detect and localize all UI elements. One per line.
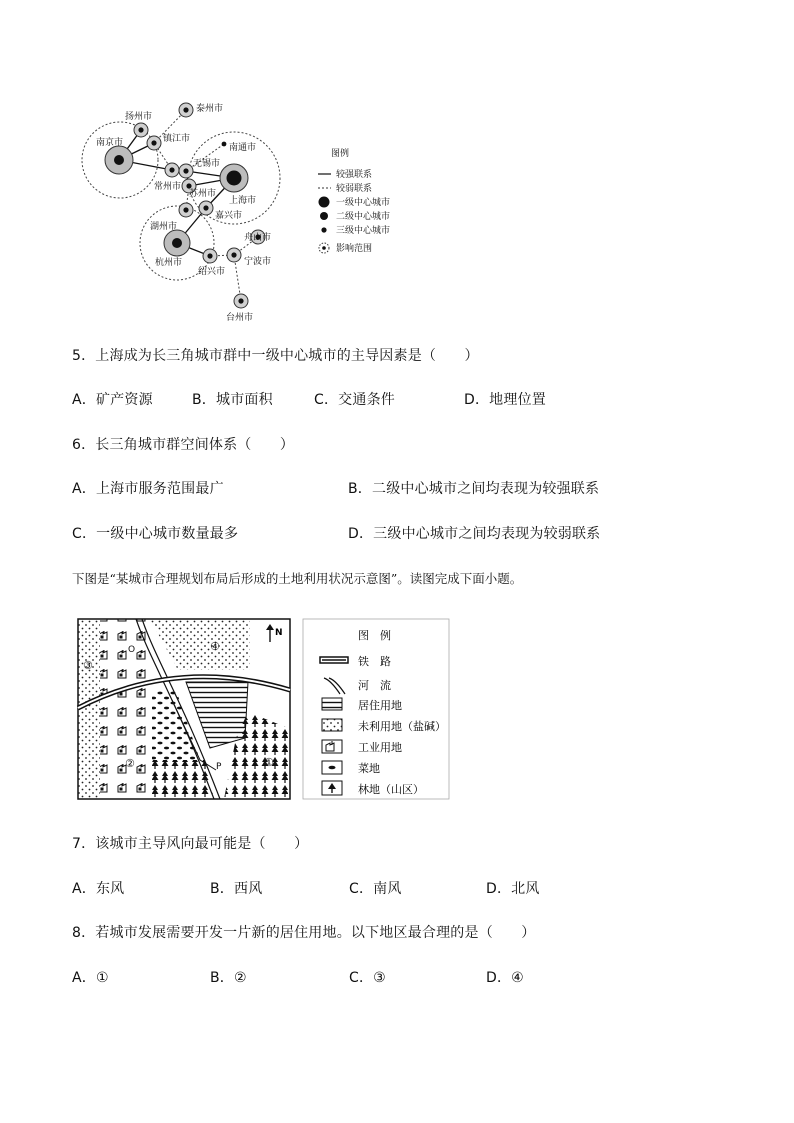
city-label-zhenjiang: 镇江市 [163,134,191,144]
diagram2-legend [303,619,449,799]
zone-industrial [100,619,152,799]
q8-option-a[interactable]: A．① [72,970,109,986]
q8-stem: 8．若城市发展需要开发一片新的居住用地。以下地区最合理的是（ ） [72,925,536,941]
q7-stem: 7．该城市主导风向最可能是（ ） [72,836,309,852]
legend1-level3: 三级中心城市 [336,226,391,236]
city-label-changzhou: 常州市 [154,182,182,192]
q8-option-d[interactable]: D．④ [486,970,524,986]
q6-option-a[interactable]: A．上海市服务范围最广 [72,481,224,497]
q7-option-c[interactable]: C．南风 [349,881,402,897]
q7-option-b[interactable]: B．西风 [210,881,263,897]
city-label-ningbo: 宁波市 [244,257,272,267]
city-label-hangzhou: 杭州市 [155,258,183,268]
north-label: N [275,628,283,638]
q8-option-b[interactable]: B．② [210,970,247,986]
legend1-title: 图例 [331,149,350,159]
legend1-weak: 较弱联系 [336,184,373,194]
zone-label-two: ② [125,757,135,770]
q5-option-c[interactable]: C．交通条件 [314,392,395,408]
q6-option-c[interactable]: C．一级中心城市数量最多 [72,526,239,542]
q5-option-b[interactable]: B．城市面积 [192,392,273,408]
legend1-strong: 较强联系 [336,170,373,180]
q6-option-d[interactable]: D．三级中心城市之间均表现为较弱联系 [348,526,601,542]
point-label-p: P [216,762,222,772]
q5-option-d[interactable]: D．地理位置 [464,392,546,408]
city-label-nantong: 南通市 [229,143,257,153]
city-label-jiaxing: 嘉兴市 [215,211,243,221]
city-label-suzhou: 苏州市 [189,189,217,199]
city-label-huzhou: 湖州市 [150,222,178,232]
legend2-vegetable: 菜地 [358,762,380,775]
q6-option-b[interactable]: B．二级中心城市之间均表现为较强联系 [348,481,600,497]
point-label-o: O [128,645,136,655]
q5-option-a[interactable]: A．矿产资源 [72,392,153,408]
land-use-map [0,0,460,810]
diagram2-intro: 下图是“某城市合理规划布局后形成的土地利用状况示意图”。读图完成下面小题。 [72,571,523,586]
legend2-river: 河 流 [358,679,391,692]
legend2-title: 图 例 [358,629,391,642]
city-label-wuxi: 无锡市 [193,159,221,169]
city-label-taizhou-north: 泰州市 [196,104,224,114]
legend1-range: 影响范围 [336,244,373,254]
q8-option-c[interactable]: C．③ [349,970,386,986]
legend1-level1: 一级中心城市 [336,198,391,208]
legend1-level2: 二级中心城市 [336,212,391,222]
legend2-unused: 未利用地（盐碱） [358,720,446,733]
city-label-nanjing: 南京市 [96,138,124,148]
zone-forest-p [152,760,214,799]
q6-stem: 6．长三角城市群空间体系（ ） [72,437,295,453]
zone-label-one: ① [264,756,274,769]
city-label-shanghai: 上海市 [229,196,257,206]
city-label-zhoushan: 舟山市 [244,233,272,243]
zone-label-three: ③ [83,659,93,672]
legend2-industrial: 工业用地 [358,741,402,754]
q5-stem: 5．上海成为长三角城市群中一级中心城市的主导因素是（ ） [72,348,479,364]
city-label-taizhou-south: 台州市 [226,313,254,323]
city-label-yangzhou: 扬州市 [125,112,153,122]
legend2-residential: 居住用地 [358,699,402,712]
city-label-shaoxing: 绍兴市 [198,267,226,277]
legend2-railway: 铁 路 [358,655,391,668]
zone-label-four: ④ [210,640,220,653]
q7-option-a[interactable]: A．东风 [72,881,125,897]
legend2-forest: 林地（山区） [358,783,424,796]
q7-option-d[interactable]: D．北风 [486,881,540,897]
